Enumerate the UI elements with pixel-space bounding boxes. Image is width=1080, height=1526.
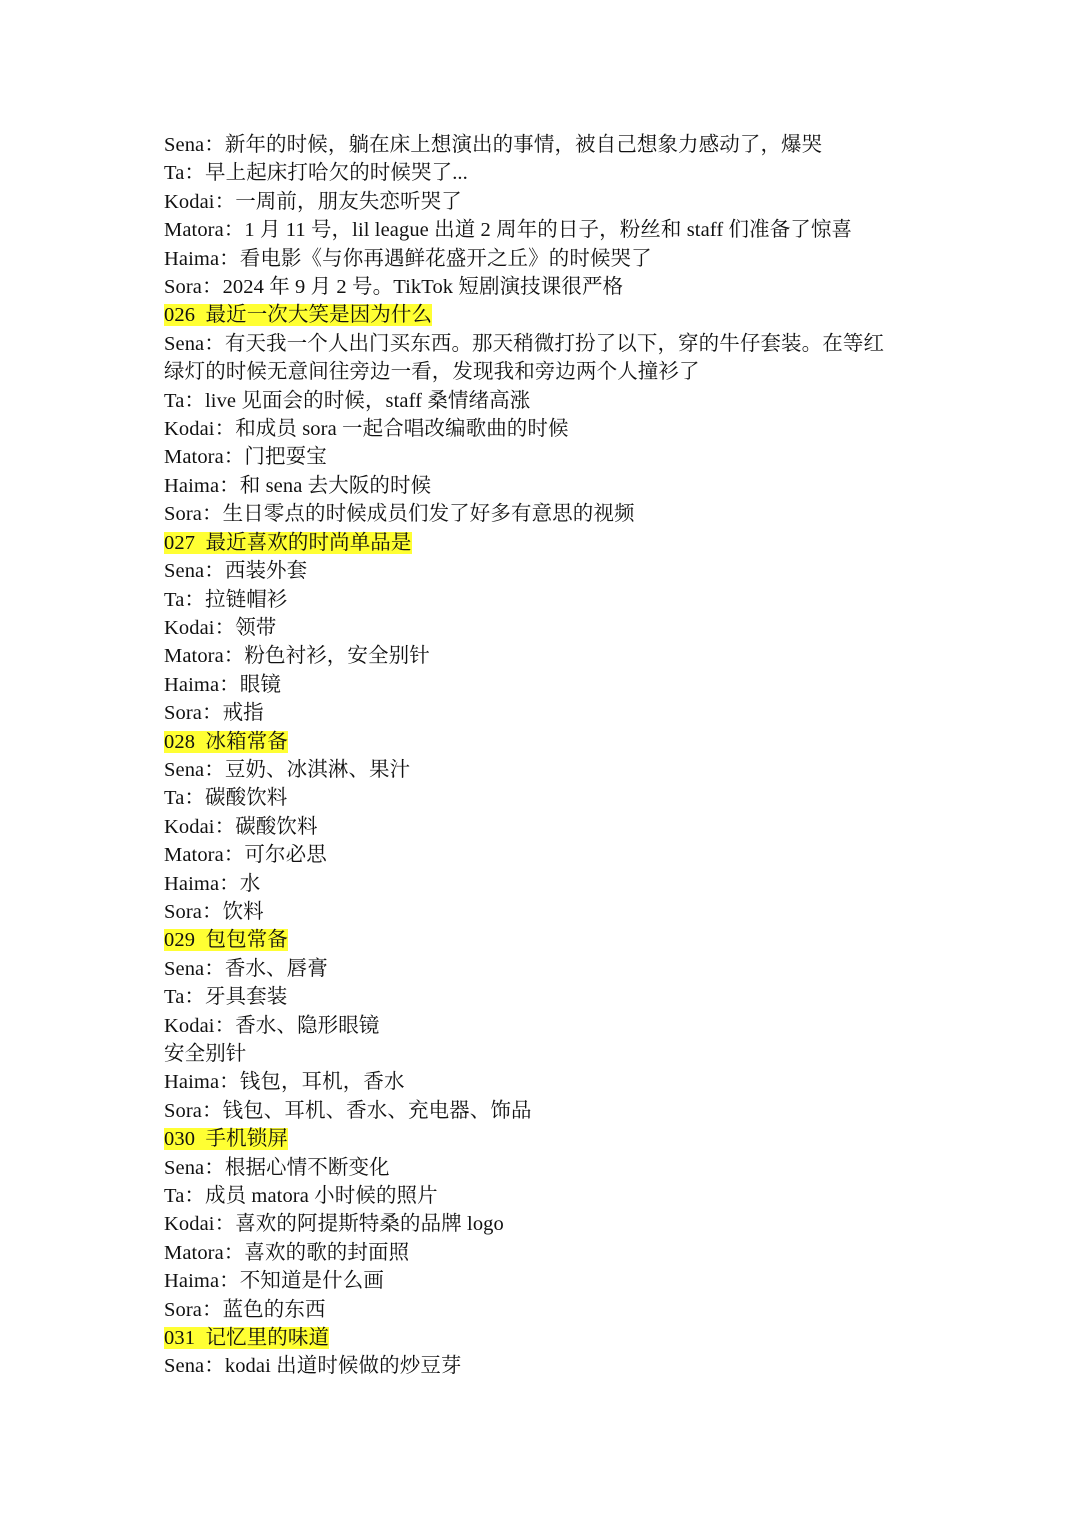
text-line-content: Sena：kodai 出道时候做的炒豆芽 [164, 1355, 462, 1378]
text-line [164, 472, 934, 500]
text-line-content: Sora：戒指 [164, 702, 264, 725]
text-line-content: Haima：看电影《与你再遇鲜花盛开之丘》的时候哭了 [164, 247, 652, 270]
text-line-content: Haima：不知道是什么画 [164, 1270, 384, 1293]
section-heading-text: 029 包包常备 [164, 929, 288, 952]
text-line [164, 699, 934, 727]
text-line-content: 安全别针 [164, 1043, 247, 1065]
text-line-content: Kodai：和成员 sora 一起合唱改编歌曲的时候 [164, 418, 569, 441]
text-line [164, 1012, 934, 1040]
text-line [164, 415, 934, 443]
text-line-content: Matora：可尔必思 [164, 844, 327, 867]
text-line [164, 216, 934, 244]
section-heading-text: 030 手机锁屏 [164, 1128, 288, 1151]
text-line-content: Sena：新年的时候，躺在床上想演出的事情，被自己想象力感动了，爆哭 [164, 134, 823, 156]
text-line-content: Kodai：碳酸饮料 [164, 815, 318, 838]
text-line [164, 273, 934, 301]
text-line [164, 1097, 934, 1125]
text-line [164, 245, 934, 273]
text-line [164, 443, 934, 471]
text-line [164, 756, 934, 784]
text-line-content: Sena：豆奶、冰淇淋、果汁 [164, 758, 411, 781]
text-line [164, 159, 934, 187]
section-heading [164, 1324, 934, 1352]
text-line [164, 557, 934, 585]
text-line-content: Sena：香水、唇膏 [164, 957, 328, 980]
text-line [164, 870, 934, 898]
section-heading-text: 031 记忆里的味道 [164, 1327, 330, 1350]
text-line [164, 586, 934, 614]
text-line-content: Ta：碳酸饮料 [164, 787, 288, 810]
section-heading [164, 301, 934, 329]
text-line [164, 1296, 934, 1324]
text-line [164, 983, 934, 1011]
text-line-content: Matora：1 月 11 号，lil league 出道 2 周年的日子，粉丝和 staff 们准备了惊喜 [164, 219, 853, 242]
text-line-content: Sora：生日零点的时候成员们发了好多有意思的视频 [164, 503, 635, 526]
text-line-content: Matora：粉色衬衫，安全别针 [164, 645, 430, 668]
text-line-content: Matora：门把耍宝 [164, 446, 327, 469]
text-line-content: Haima：眼镜 [164, 673, 281, 696]
text-line-content: Sena：根据心情不断变化 [164, 1156, 390, 1179]
text-line-content: Kodai：一周前，朋友失恋听哭了 [164, 190, 462, 213]
section-heading-text: 028 冰箱常备 [164, 730, 288, 753]
text-line-content: Ta：早上起床打哈欠的时候哭了... [164, 162, 468, 185]
text-line [164, 358, 934, 386]
text-line-content: Kodai：喜欢的阿提斯特桑的品牌 logo [164, 1213, 504, 1236]
document-body [164, 131, 934, 1381]
text-line [164, 1182, 934, 1210]
text-line [164, 642, 934, 670]
text-line [164, 1154, 934, 1182]
section-heading [164, 926, 934, 954]
text-line-content: Ta：live 见面会的时候，staff 桑情绪高涨 [164, 389, 531, 412]
text-line-content: Sora：2024 年 9 月 2 号。TikTok 短剧演技课很严格 [164, 276, 624, 299]
text-line [164, 1239, 934, 1267]
section-heading [164, 728, 934, 756]
text-line [164, 1352, 934, 1380]
text-line-content: Haima：水 [164, 872, 261, 895]
text-line [164, 955, 934, 983]
text-line [164, 1040, 934, 1068]
text-line-content: Kodai：香水、隐形眼镜 [164, 1014, 380, 1037]
text-line [164, 1267, 934, 1295]
text-line [164, 1068, 934, 1096]
text-line [164, 500, 934, 528]
text-line-content: Ta：拉链帽衫 [164, 588, 288, 611]
text-line [164, 898, 934, 926]
text-line [164, 131, 934, 159]
text-line-content: Haima：和 sena 去大阪的时候 [164, 474, 432, 497]
text-line [164, 330, 934, 358]
text-line [164, 188, 934, 216]
section-heading-text: 026 最近一次大笑是因为什么 [164, 304, 433, 327]
text-line [164, 1210, 934, 1238]
text-line-content: Sena：有天我一个人出门买东西。那天稍微打扮了以下，穿的牛仔套装。在等红 [164, 332, 885, 355]
section-heading [164, 1125, 934, 1153]
text-line [164, 671, 934, 699]
text-line-content: Matora：喜欢的歌的封面照 [164, 1241, 410, 1264]
text-line [164, 387, 934, 415]
text-line-content: Sora：饮料 [164, 900, 264, 923]
text-line [164, 784, 934, 812]
text-line-content: Sora：钱包、耳机、香水、充电器、饰品 [164, 1099, 532, 1122]
text-line [164, 813, 934, 841]
text-line [164, 614, 934, 642]
text-line-content: Ta：成员 matora 小时候的照片 [164, 1185, 438, 1208]
text-line-content: Ta：牙具套装 [164, 986, 288, 1009]
text-line-content: Sora：蓝色的东西 [164, 1298, 326, 1321]
section-heading-text: 027 最近喜欢的时尚单品是 [164, 531, 412, 554]
text-line [164, 841, 934, 869]
text-line-content: Sena：西装外套 [164, 560, 308, 583]
text-line-content: Kodai：领带 [164, 616, 277, 639]
text-line-content: 绿灯的时候无意间往旁边一看，发现我和旁边两个人撞衫了 [164, 361, 700, 384]
text-line-content: Haima：钱包，耳机，香水 [164, 1071, 405, 1094]
section-heading [164, 529, 934, 557]
